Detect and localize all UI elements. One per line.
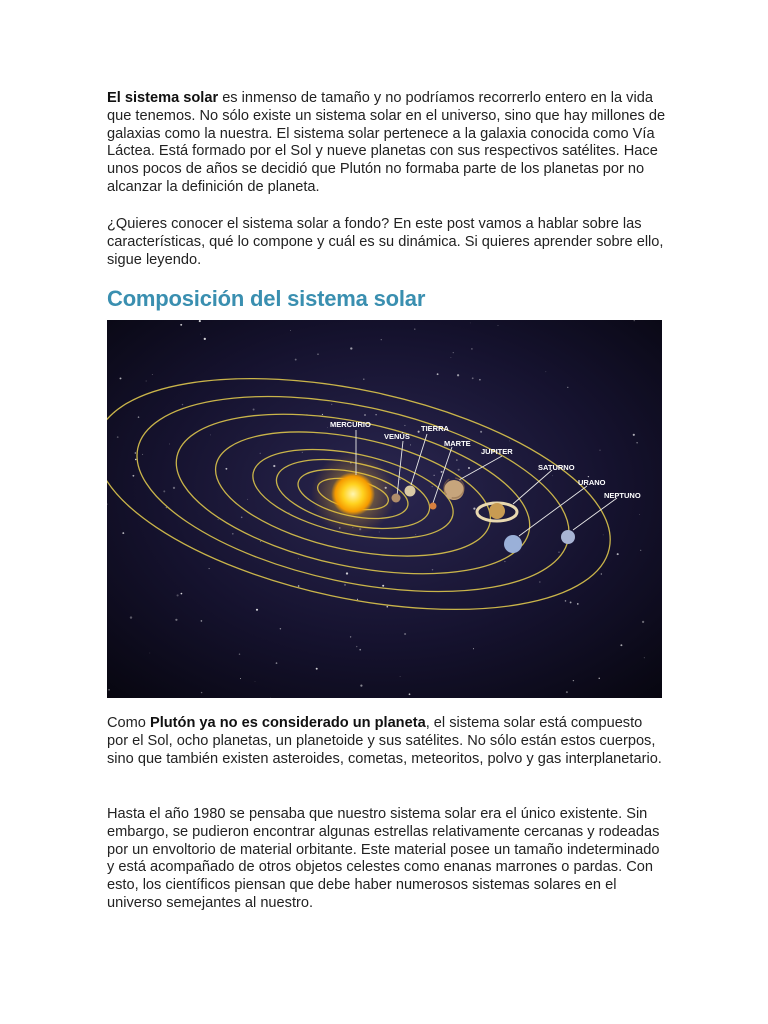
star — [173, 487, 175, 489]
star — [253, 409, 255, 411]
star — [117, 436, 119, 438]
star — [375, 414, 376, 415]
star — [247, 499, 248, 500]
star — [346, 572, 348, 574]
star — [617, 553, 619, 555]
star — [256, 609, 258, 611]
star — [471, 348, 473, 350]
star — [149, 653, 150, 654]
planet-tierra — [430, 503, 437, 510]
star — [241, 516, 243, 518]
label-urano: URANO — [578, 478, 606, 487]
star — [633, 434, 635, 436]
star — [152, 374, 153, 375]
star — [642, 621, 644, 623]
star — [545, 371, 546, 372]
star — [437, 373, 439, 375]
star — [636, 442, 637, 443]
question-paragraph: ¿Quieres conocer el sistema solar a fondo? En este post vamos a hablar sobre las características, qué lo compone y cuál es su dinámica. Si quieres aprender sobre ello, sigue leyendo. — [107, 216, 664, 268]
star — [316, 668, 318, 670]
star — [209, 568, 210, 569]
star — [639, 514, 640, 515]
star — [260, 453, 261, 454]
star — [566, 691, 568, 693]
label-neptuno: NEPTUNO — [604, 491, 641, 500]
star — [108, 689, 110, 691]
star — [364, 414, 366, 416]
star — [498, 325, 499, 326]
star — [218, 519, 219, 520]
solar-system-image — [107, 320, 662, 698]
star — [270, 697, 271, 698]
star — [135, 459, 136, 460]
star — [122, 532, 124, 534]
pluto-bold: Plutón ya no es considerado un planeta — [149, 715, 426, 731]
star — [146, 381, 147, 382]
label-mercurio: MERCURIO — [330, 420, 371, 429]
planet-saturno — [489, 503, 505, 519]
star — [472, 377, 474, 379]
star — [327, 427, 328, 428]
star — [400, 676, 401, 677]
pluto-post: , el sistema solar está compuesto por el Sol, ocho planetas, un planetoide y sus satélites. No sólo están estos cuerpos, sino que también existen asteroides, cometas, meteoritos, polvo y gas interplanetario. — [107, 715, 662, 767]
star — [276, 662, 278, 664]
star — [163, 490, 165, 492]
star — [135, 452, 136, 453]
star — [225, 468, 227, 470]
star — [138, 416, 140, 418]
star — [409, 693, 411, 695]
planet-jupiter — [444, 480, 464, 500]
star — [331, 404, 332, 405]
star — [552, 475, 553, 476]
star — [357, 599, 358, 600]
star — [200, 334, 201, 335]
intro-paragraph — [107, 90, 667, 197]
star — [204, 338, 206, 340]
star — [451, 357, 452, 358]
star — [298, 585, 300, 587]
star — [441, 471, 443, 473]
star — [458, 469, 460, 471]
star — [603, 535, 604, 536]
star — [363, 378, 364, 379]
label-tierra: TIERRA — [421, 424, 449, 433]
star — [199, 320, 201, 322]
star — [290, 330, 291, 331]
solar-system-illustration — [107, 320, 662, 698]
star — [434, 475, 435, 476]
star — [573, 680, 574, 681]
star — [404, 425, 405, 426]
pluto-pre: Como — [107, 715, 150, 731]
star — [400, 479, 401, 480]
history-paragraph: Hasta el año 1980 se pensaba que nuestro sistema solar era el único existente. Sin embargo, se pudieron encontrar algunas estrellas relativamente cercanas y rodeadas por un envoltorio de material orbitante. Este material posee un tamaño indeterminado y está acompañado de otros objetos celestes como enanas marrones o pardas. Con esto, los científicos piensan que debe haber numerosos sistemas solares en el universo semejantes al nuestro. — [107, 806, 660, 911]
intro-text: es inmenso de tamaño y no podríamos recorrerlo entero en la vida que tenemos. No sólo existe un sistema solar en el universo, sino que hay millones de galaxias como la nuestra. El sistema solar pertenece a la galaxia conocida como Vía Láctea. Está formado por el Sol y nueve planetas con sus respectivos satélites. Hace unos pocos de años se decidió que Plutón no formaba parte de los planetas por no alcanzar la definición de planeta. — [107, 90, 666, 195]
star — [232, 533, 234, 535]
star — [634, 320, 635, 321]
star — [239, 653, 240, 654]
star — [599, 678, 600, 679]
label-saturno: SATURNO — [538, 463, 575, 472]
star — [599, 450, 600, 451]
label-jupiter: JUPITER — [481, 447, 513, 456]
star — [382, 585, 384, 587]
label-venus: VENÚS — [384, 432, 410, 441]
star — [142, 454, 143, 455]
star — [130, 616, 132, 618]
star — [317, 353, 319, 355]
star — [473, 507, 475, 509]
star — [350, 636, 351, 637]
star — [509, 441, 510, 442]
star — [479, 379, 481, 381]
star — [201, 692, 202, 693]
label-marte: MARTE — [444, 439, 471, 448]
star — [210, 435, 211, 436]
star — [415, 534, 416, 535]
star — [169, 444, 170, 445]
star — [295, 359, 297, 361]
star — [359, 649, 361, 651]
star — [640, 550, 641, 551]
star — [567, 387, 568, 388]
star — [379, 532, 380, 533]
pluto-paragraph — [107, 715, 667, 768]
star — [620, 644, 622, 646]
star — [255, 681, 256, 682]
star — [132, 475, 134, 477]
star — [432, 486, 433, 487]
star — [240, 678, 241, 679]
star — [456, 460, 457, 461]
star — [360, 685, 362, 687]
star — [201, 620, 203, 622]
star — [302, 452, 303, 453]
star — [344, 584, 346, 586]
intro-bold-lead: El sistema solar — [107, 90, 219, 106]
star — [480, 431, 482, 433]
star — [570, 601, 572, 603]
star — [504, 561, 505, 562]
star — [418, 431, 420, 433]
planet-neptuno — [561, 530, 575, 544]
planet-mercurio — [392, 494, 401, 503]
star — [298, 558, 299, 559]
star — [565, 600, 567, 602]
star — [381, 339, 382, 340]
star — [273, 465, 275, 467]
star — [180, 324, 182, 326]
star — [601, 573, 602, 574]
star — [558, 551, 560, 553]
sun — [331, 472, 375, 516]
star — [457, 374, 459, 376]
star — [432, 569, 433, 570]
star — [644, 657, 645, 658]
star — [120, 377, 122, 379]
star — [468, 467, 470, 469]
star — [182, 404, 183, 405]
star — [356, 646, 357, 647]
star — [404, 633, 406, 635]
star — [414, 329, 415, 330]
star — [175, 619, 177, 621]
planet-venus — [405, 486, 416, 497]
star — [453, 352, 454, 353]
star — [386, 606, 388, 608]
star — [181, 593, 183, 595]
star — [350, 347, 352, 349]
star — [470, 323, 471, 324]
planet-urano — [504, 535, 522, 553]
star — [280, 628, 281, 629]
star — [410, 444, 411, 445]
star — [322, 414, 323, 415]
section-heading: Composición del sistema solar — [107, 286, 426, 311]
star — [539, 582, 540, 583]
star — [473, 648, 474, 649]
star — [177, 594, 179, 596]
star — [577, 603, 579, 605]
